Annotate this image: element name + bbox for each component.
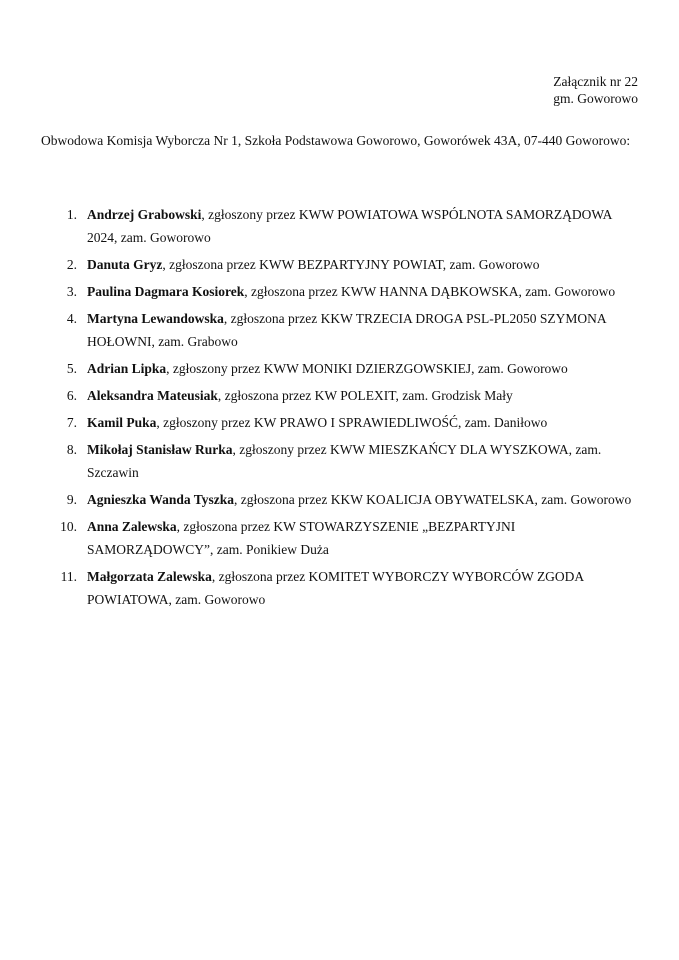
member-name: Martyna Lewandowska: [87, 311, 224, 326]
member-name: Andrzej Grabowski: [87, 207, 202, 222]
member-name: Adrian Lipka: [87, 361, 167, 376]
member-number: 7.: [66, 415, 77, 430]
member-name: Mikołaj Stanisław Rurka: [87, 442, 233, 457]
member-details: , zgłoszony przez KWW MONIKI DZIERZGOWSKIEJ, zam. Goworowo: [166, 361, 568, 376]
member-number: 5.: [66, 361, 77, 376]
member-name: Agnieszka Wanda Tyszka: [87, 492, 235, 507]
member-number: 10.: [60, 519, 77, 534]
member-item: [41, 488, 641, 511]
member-number: 11.: [60, 569, 77, 584]
member-details: , zgłoszona przez KKW TRZECIA DROGA PSL-PL2050 SZYMONA HOŁOWNI, zam. Grabowo: [87, 311, 606, 349]
member-details: , zgłoszona przez KWW HANNA DĄBKOWSKA, zam. Goworowo: [244, 284, 616, 299]
annex-header: [553, 73, 638, 107]
members-list: [41, 203, 641, 615]
member-details: , zgłoszony przez KWW MIESZKAŃCY DLA WYSZKOWA, zam. Szczawin: [87, 442, 602, 480]
member-name: Danuta Gryz: [87, 257, 163, 272]
member-number: 2.: [66, 257, 77, 272]
member-number: 6.: [66, 388, 77, 403]
member-item: [41, 438, 641, 484]
member-number: 9.: [66, 492, 77, 507]
member-item: [41, 565, 641, 611]
member-item: [41, 307, 641, 353]
member-item: [41, 384, 641, 407]
member-name: Małgorzata Zalewska: [87, 569, 212, 584]
member-details: , zgłoszony przez KW PRAWO I SPRAWIEDLIWOŚĆ, zam. Daniłowo: [156, 415, 548, 430]
member-details: , zgłoszona przez KW STOWARZYSZENIE „BEZPARTYJNI SAMORZĄDOWCY”, zam. Ponikiew Duża: [87, 519, 516, 557]
member-number: 1.: [66, 207, 77, 222]
annex-municipality: gm. Goworowo: [553, 91, 638, 106]
member-name: Kamil Puka: [87, 415, 157, 430]
member-details: , zgłoszona przez KWW BEZPARTYJNY POWIAT, zam. Goworowo: [162, 257, 540, 272]
member-item: [41, 280, 641, 303]
member-details: , zgłoszona przez KKW KOALICJA OBYWATELSKA, zam. Goworowo: [234, 492, 632, 507]
commission-heading: Obwodowa Komisja Wyborcza Nr 1, Szkoła Podstawowa Goworowo, Goworówek 43A, 07-440 Goworowo:: [41, 133, 631, 148]
member-name: Anna Zalewska: [87, 519, 177, 534]
member-details: , zgłoszona przez KW POLEXIT, zam. Grodzisk Mały: [217, 388, 513, 403]
member-item: [41, 253, 641, 276]
member-name: Aleksandra Mateusiak: [87, 388, 218, 403]
member-item: [41, 411, 641, 434]
member-details: , zgłoszony przez KWW POWIATOWA WSPÓLNOTA SAMORZĄDOWA 2024, zam. Goworowo: [87, 207, 612, 245]
member-number: 3.: [66, 284, 77, 299]
member-number: 4.: [66, 311, 77, 326]
member-item: [41, 203, 641, 249]
member-details: , zgłoszona przez KOMITET WYBORCZY WYBORCÓW ZGODA POWIATOWA, zam. Goworowo: [87, 569, 584, 607]
member-item: [41, 515, 641, 561]
member-name: Paulina Dagmara Kosiorek: [87, 284, 245, 299]
member-item: [41, 357, 641, 380]
member-number: 8.: [66, 442, 77, 457]
annex-number: Załącznik nr 22: [553, 74, 638, 89]
